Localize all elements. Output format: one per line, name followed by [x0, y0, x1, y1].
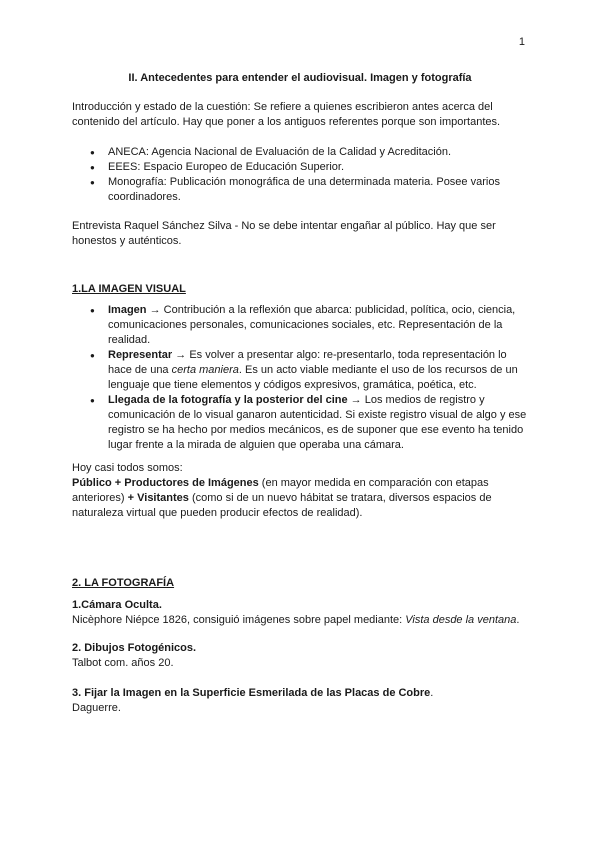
- intro-paragraph: Introducción y estado de la cuestión: Se refiere a quienes escribieron antes acerca del contenido del artículo. Hay que poner a los antiguos referentes porque son importantes.: [72, 101, 501, 128]
- today-intro: Hoy casi todos somos:: [72, 462, 183, 474]
- today-paragraph: Público + Productores de Imágenes (en mayor medida en comparación con etapas anteriores) + Visitantes (como si de un nuevo hábitat se tratara, diversos espacios de naturaleza virtual que pueden producir efectos de realidad).: [72, 477, 492, 519]
- item-text: Los medios de registro y comunicación de lo visual ganaron autenticidad. Si existe registro visual de algo y ese registro se ha hecho por medios mecánicos, es de suponer que ese evento ha tenido lugar frente a la mirada de alguien que operaba una cámara.: [108, 394, 527, 451]
- list-item: ● Llegada de la fotografía y la posterior del cine → Los medios de registro y comunicación de lo visual ganaron autenticidad. Si existe registro visual de algo y ese registro se ha hecho por medios mecánicos, es de suponer que ese evento ha tenido lugar frente a la mirada de alguien que operaba una cámara.: [72, 393, 528, 453]
- section1-heading: 1.LA IMAGEN VISUAL: [72, 283, 186, 295]
- section1-list: [72, 303, 528, 453]
- list-item: ● EEES: Espacio Europeo de Educación Superior.: [72, 160, 528, 175]
- item-term: Imagen: [108, 304, 147, 316]
- subsection-title: 1.Cámara Oculta.: [72, 599, 162, 611]
- item-text: Contribución a la reflexión que abarca: publicidad, política, ocio, ciencia, comunicaciones personales, comunicaciones sociales, etc. Representación de la realidad.: [108, 304, 516, 346]
- item-term: Representar: [108, 349, 173, 361]
- list-item: ● ANECA: Agencia Nacional de Evaluación de la Calidad y Acreditación.: [72, 145, 528, 160]
- item-term: Llegada de la fotografía y la posterior del cine: [108, 394, 348, 406]
- subsection-text: Talbot com. años 20.: [72, 657, 174, 669]
- subsection-title: 2. Dibujos Fotogénicos.: [72, 642, 197, 654]
- list-item: ● Monografía: Publicación monográfica de una determinada materia. Posee varios coordinadores.: [72, 175, 528, 205]
- interview-paragraph: Entrevista Raquel Sánchez Silva - No se debe intentar engañar al público. Hay que ser honestos y auténticos.: [72, 220, 496, 247]
- page-title: II. Antecedentes para entender el audiovisual. Imagen y fotografía: [128, 72, 472, 84]
- page-number: 1: [518, 36, 525, 48]
- subsection-text: Daguerre.: [72, 702, 121, 714]
- list-item: ● Representar → Es volver a presentar algo: re-presentarlo, toda representación lo hace de una certa maniera. Es un acto viable mediante el uso de los recursos de un lenguaje que tiene elementos y códigos expresivos, gramática, poética, etc.: [72, 348, 528, 393]
- subsection-title: 3. Fijar la Imagen en la Superficie Esmerilada de las Placas de Cobre.: [72, 687, 434, 699]
- section2-heading: 2. LA FOTOGRAFÍA: [72, 577, 175, 589]
- acronym-list: [72, 145, 528, 205]
- subsection-text: Nicèphore Niépce 1826, consiguió imágenes sobre papel mediante: Vista desde la ventana.: [72, 614, 520, 626]
- list-item: ● Imagen → Contribución a la reflexión que abarca: publicidad, política, ocio, ciencia, comunicaciones personales, comunicaciones sociales, etc. Representación de la realidad.: [72, 303, 528, 348]
